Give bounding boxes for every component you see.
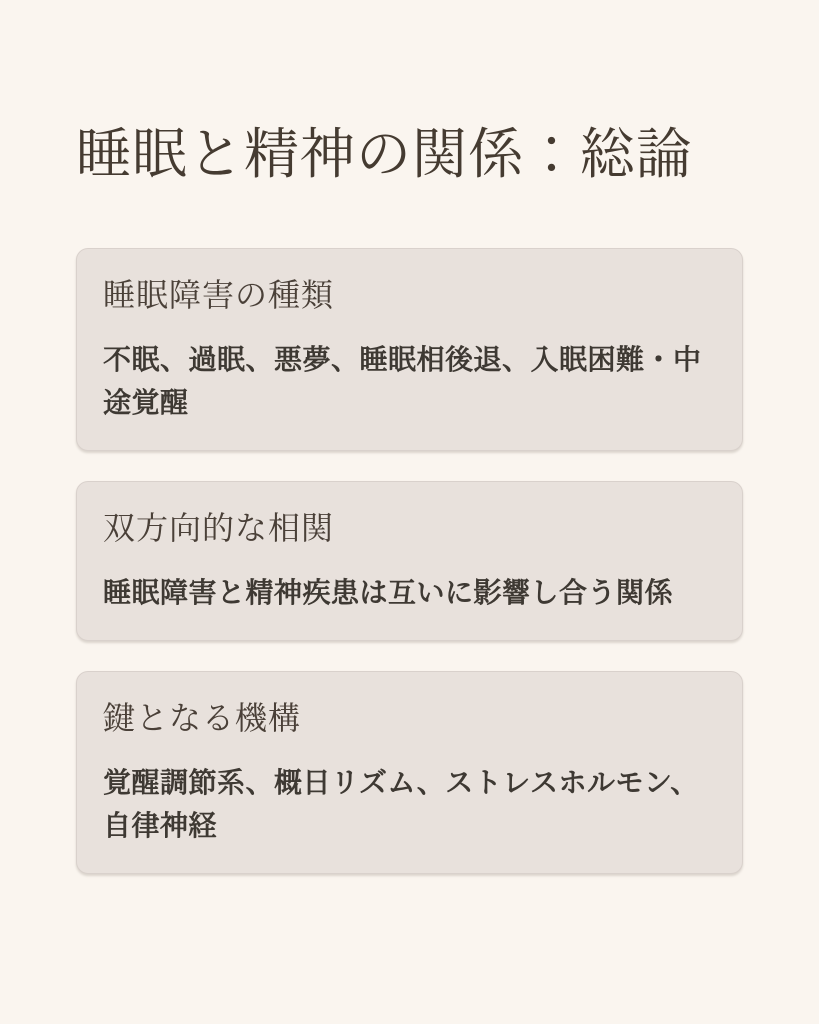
- card-heading: 双方向的な相関: [103, 510, 335, 547]
- card-sleep-disorder-types: [76, 248, 743, 451]
- card-body: 不眠、過眠、悪夢、睡眠相後退、入眠困難・中途覚醒: [103, 343, 702, 418]
- card-body: 睡眠障害と精神疾患は互いに影響し合う関係: [103, 576, 674, 608]
- card-bidirectional-correlation: [76, 481, 743, 641]
- card-key-mechanisms: [76, 671, 743, 874]
- card-body: 覚醒調節系、概日リズム、ストレスホルモン、自律神経: [103, 766, 699, 841]
- card-heading: 睡眠障害の種類: [103, 277, 335, 313]
- page-title: 睡眠と精神の関係：総論: [76, 124, 693, 185]
- card-heading: 鍵となる機構: [103, 699, 302, 736]
